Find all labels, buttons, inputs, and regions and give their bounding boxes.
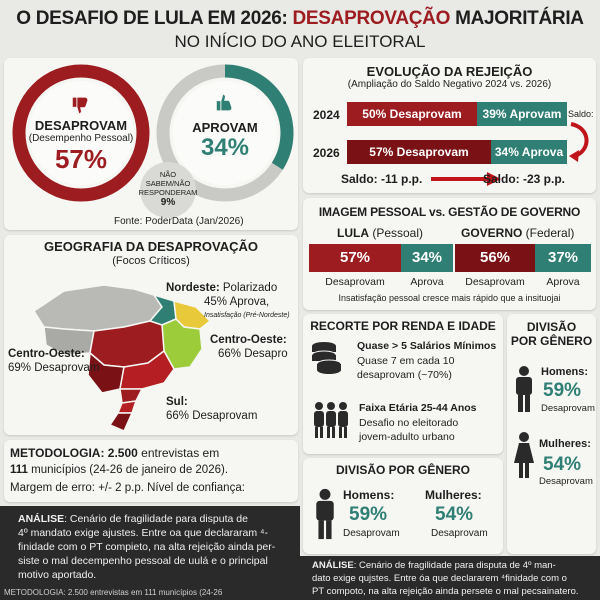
nordeste-rest: Polarizado — [219, 282, 278, 294]
analysis-right-line-3: PT compoto, na alta rejeição ainda persete o mal pecsainatero. — [312, 586, 579, 597]
lula-heading — [337, 226, 423, 240]
approval-source: Fonte: PoderData (Jan/2026) — [114, 216, 244, 227]
bar-2024-disapprove-label: 50% Desaprovam — [362, 107, 462, 121]
income-item2-text2: jovem-adulto urbano — [359, 431, 455, 443]
analysis-right-text — [312, 559, 600, 598]
gender-bottom-women-value: 54% — [435, 504, 474, 525]
nordeste-line-2: 45% Aprova, — [204, 296, 270, 308]
income-item1-text2: desaprovam (~70%) — [357, 369, 452, 381]
saldo-2026: Saldo: -23 p.p. — [483, 172, 566, 186]
geo-title: GEOGRAFIA DA DESAPROVAÇÃO — [43, 239, 259, 254]
man-icon — [513, 366, 535, 412]
gov-approve-value: 37% — [547, 249, 579, 266]
analysis-right-panel — [300, 556, 600, 600]
gender-bottom-men-sub: Desaprovam — [343, 528, 400, 539]
gov-disapprove-value: 56% — [479, 249, 511, 266]
coins-icon — [309, 340, 347, 376]
method-line-2-bold: 111 — [10, 464, 28, 476]
analysis-left-footer: METODOLOGIA: 2.500 entrevistas em 111 municípios (24-26 — [4, 588, 223, 597]
rejection-panel — [303, 58, 596, 193]
income-item1-title: Quase > 5 Salários Mínimos — [357, 340, 497, 352]
thumbs-down-icon — [70, 94, 92, 116]
rejection-subtitle: (Ampliação do Saldo Negativo 2024 vs. 2026) — [347, 79, 552, 90]
region-south-1 — [120, 389, 142, 403]
year-2026: 2026 — [313, 146, 340, 160]
gender-bottom-title: DIVISÃO POR GÊNERO — [335, 463, 471, 477]
no-answer-label — [136, 170, 200, 207]
gov-heading — [461, 226, 574, 240]
method-line-1-rest: entrevistas em — [137, 446, 220, 460]
method-panel — [4, 440, 298, 502]
saldo-2024: Saldo: -11 p.p. — [341, 172, 423, 186]
analysis-right-line-2: dato exige qujstes. Entre óa que declararem ⁴finidade com o — [312, 573, 567, 584]
people-group-icon — [309, 400, 353, 440]
gender-bottom-women-sub: Desaprovam — [431, 528, 488, 539]
geo-subtitle: (Focos Críticos) — [112, 255, 190, 267]
page-header — [0, 0, 600, 56]
co-right-bold: Centro-Oeste: — [210, 334, 287, 346]
disapprove-value: 57% — [54, 144, 108, 174]
gender-bottom-women-label: Mulheres: — [425, 488, 482, 502]
method-line-1-bold-2: 2.500 — [104, 446, 138, 460]
page-subtitle: NO INÍCIO DO ANO ELEITORAL — [174, 32, 426, 51]
analysis-right-line-1: : Cenário de fragilidade para disputa de 4º man- — [353, 560, 556, 571]
gov-heading-bold: GOVERNO — [461, 226, 523, 240]
nordeste-line-3: Insatisfação (Pré-Nordeste) — [204, 312, 290, 319]
income-item1-text1: Quase 7 em cada 10 — [357, 355, 455, 367]
sul-bold: Sul: — [166, 396, 188, 408]
title-part-1: O DESAFIO DE LULA EM 2026: — [16, 8, 293, 29]
bar-2026-disapprove-label: 57% Desaprovam — [369, 145, 469, 159]
image-note: Insatisfação pessoal cresce mais rápido que a insituojai — [338, 293, 561, 303]
title-part-3: MAJORITÁRIA — [450, 8, 584, 29]
gender-side-men-label: Homens: — [541, 366, 589, 378]
nordeste-annotation — [166, 281, 290, 323]
analysis-left-label: ANÁLISE — [18, 513, 65, 525]
bar-2026-approve-label: 34% Aprova — [494, 145, 564, 159]
co-left-bold: Centro-Oeste: — [8, 348, 85, 360]
income-item2-title: Faixa Etária 25-44 Anos — [359, 402, 477, 414]
method-line-1 — [10, 446, 219, 460]
region-south-2 — [118, 401, 136, 413]
no-answer-line-3: RESPONDERAM — [138, 188, 198, 197]
rejection-title: EVOLUÇÃO DA REJEIÇÃO — [366, 64, 533, 79]
lula-disapprove-label: Desaprovam — [325, 276, 385, 288]
region-south-3 — [110, 413, 132, 431]
income-item2-text1: Desafio no eleitorado — [359, 417, 459, 429]
analysis-left-line-4: siste o mal decempenho pessoal de uulá e o principal — [18, 555, 268, 567]
gov-disapprove-label: Desaprovam — [465, 276, 525, 288]
no-answer-value: 9% — [160, 197, 176, 208]
thumbs-up-icon — [214, 92, 236, 114]
gender-side-women-value: 54% — [543, 454, 582, 475]
geo-panel — [4, 235, 298, 435]
income-title: RECORTE POR RENDA E IDADE — [310, 319, 496, 333]
co-left-line-2: 69% Desaprovam — [8, 362, 100, 374]
disapprove-label: DESAPROVAM — [34, 118, 128, 133]
analysis-left-line-1: : Cenário de fragilidade para disputa de — [64, 513, 248, 525]
co-right-line-2: 66% Desapro — [218, 348, 288, 360]
analysis-left-line-5: motivo aportado. — [18, 569, 97, 581]
lula-approve-value: 34% — [411, 249, 443, 266]
year-2024: 2024 — [313, 108, 340, 122]
bar-2024-approve-label: 39% Aprovam — [482, 107, 562, 121]
gender-side-men-value: 59% — [543, 380, 582, 401]
lula-heading-rest: (Pessoal) — [369, 226, 424, 240]
gender-side-men-sub: Desaprovam — [541, 403, 595, 414]
gender-bottom-men-label: Homens: — [343, 488, 395, 502]
gov-heading-rest: (Federal) — [522, 226, 575, 240]
approve-value: 34% — [200, 134, 250, 161]
image-panel — [303, 198, 596, 310]
no-answer-line-1: NÃO — [159, 170, 177, 179]
analysis-left-line-3: finidade com o PT compieto, na alta rejeição ainda per- — [18, 541, 276, 553]
nordeste-bold: Nordeste: — [166, 282, 220, 294]
lula-approve-label: Aprova — [410, 276, 444, 288]
gov-approve-label: Aprova — [546, 276, 580, 288]
saldo-side-label: Saldo: — [568, 109, 594, 119]
sul-line-2: 66% Desaprovam — [166, 410, 258, 422]
analysis-left-text — [18, 512, 298, 582]
analysis-right-label: ANÁLISE — [312, 560, 354, 571]
gender-side-title-1: DIVISÃO — [526, 320, 577, 334]
disapprove-sub: (Desempenho Pessoal) — [28, 133, 134, 144]
gender-side-panel — [507, 314, 596, 554]
sul-annotation — [166, 395, 257, 423]
man-icon-bottom — [313, 488, 337, 540]
gender-bottom-men-value: 59% — [349, 504, 388, 525]
co-right-annotation — [210, 333, 288, 361]
gender-side-women-label: Mulheres: — [539, 438, 591, 450]
title-part-2: DESAPROVAÇÃO — [292, 8, 451, 29]
method-line-1-bold: METODOLOGIA: — [10, 446, 105, 460]
income-panel — [303, 314, 503, 454]
gender-side-title-2: POR GÊNERO — [510, 334, 593, 348]
method-line-2 — [10, 464, 228, 476]
page-title — [0, 8, 600, 30]
analysis-left-panel — [0, 506, 300, 600]
gender-bottom-panel — [303, 458, 503, 554]
method-line-2-rest: municípios (24-26 de janeiro de 2026). — [27, 464, 229, 476]
image-title: IMAGEM PESSOAL vs. GESTÃO DE GOVERNO — [318, 205, 581, 219]
method-line-3: Margem de erro: +/- 2 p.p. Nível de confiança: — [10, 482, 245, 494]
woman-icon — [513, 432, 535, 478]
no-answer-line-2: SABEM/NÃO — [145, 179, 191, 188]
analysis-left-line-2: 4º mandato exige ajustes. Entre oa que declararam ⁴- — [18, 527, 268, 539]
co-left-annotation — [8, 347, 99, 375]
gender-side-women-sub: Desaprovam — [539, 476, 593, 487]
curved-arrow-icon — [565, 120, 593, 164]
approve-label: APROVAM — [192, 120, 258, 135]
approval-panel — [4, 58, 298, 230]
lula-disapprove-value: 57% — [339, 249, 371, 266]
lula-heading-bold: LULA — [337, 226, 369, 240]
